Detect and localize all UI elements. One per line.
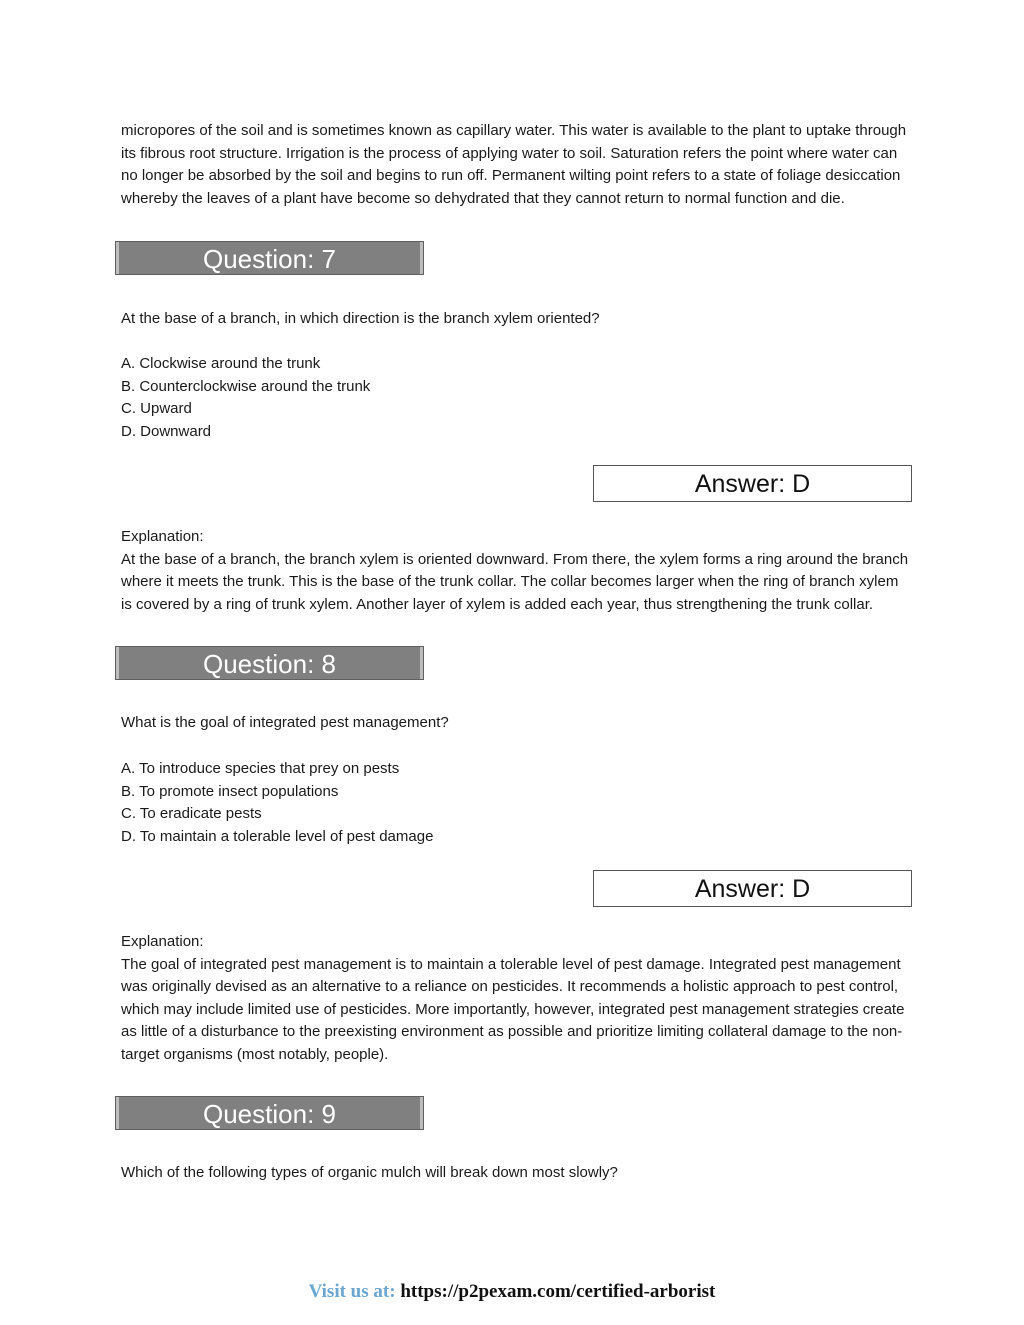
question-7-explanation-text: At the base of a branch, the branch xylem is oriented downward. From there, the xylem forms a ring around the branch where it meets the trunk. This is the base of the trunk collar. The collar becomes larger when the ring of branch xylem is covered by a ring of trunk xylem. Another layer of xylem is added each year, thus strengthening the trunk collar. <box>121 550 909 613</box>
footer-label: Visit us at: <box>308 1281 401 1302</box>
question-7-option-d: D. Downward <box>121 422 212 440</box>
question-7-option-a: A. Clockwise around the trunk <box>121 355 321 372</box>
question-8-explanation <box>121 931 911 1066</box>
question-7-answer: Answer: D <box>593 465 912 502</box>
footer <box>0 1281 1024 1303</box>
question-8-option-d: D. To maintain a tolerable level of pest damage <box>121 827 434 845</box>
question-8-option-a: A. To introduce species that prey on pests <box>121 760 400 777</box>
intro-section <box>121 120 911 210</box>
question-8-body <box>121 712 911 735</box>
intro-paragraph: micropores of the soil and is sometimes known as capillary water. This water is available to the plant to uptake through its fibrous root structure. Irrigation is the process of applying water to soil. Saturation refers the point where water can no longer be absorbed by the soil and begins to run off. Permanent wilting point refers to a state of foliage desiccation whereby the leaves of a plant have become so dehydrated that they cannot return to normal function and die. <box>121 122 907 207</box>
question-8-header: Question: 8 <box>115 646 424 680</box>
question-7-header: Question: 7 <box>115 241 424 275</box>
question-8-options <box>121 758 911 848</box>
question-7-body <box>121 308 911 331</box>
question-9-body <box>121 1162 911 1185</box>
question-8-option-b: B. To promote insect populations <box>121 782 339 800</box>
question-7-explanation-label: Explanation: <box>121 528 204 545</box>
question-7-explanation <box>121 526 911 616</box>
question-7-text: At the base of a branch, in which direction is the branch xylem oriented? <box>121 310 600 327</box>
question-8-explanation-text: The goal of integrated pest management is to maintain a tolerable level of pest damage. Integrated pest management was originally devised as an alternative to a reliance on pesticides. It recommends a holistic approach to pest control, which may include limited use of pesticides. More importantly, however, integrated pest management strategies create as little of a disturbance to the preexisting environment as possible and prioritize limiting collateral damage to the non-target organisms (most notably, people). <box>121 955 905 1063</box>
question-7-option-b: B. Counterclockwise around the trunk <box>121 377 371 395</box>
question-8-option-c: C. To eradicate pests <box>121 805 262 822</box>
footer-link[interactable]: https://p2pexam.com/certified-arborist <box>400 1281 716 1302</box>
question-7-option-c: C. Upward <box>121 400 192 417</box>
question-8-answer: Answer: D <box>593 870 912 907</box>
question-9-header: Question: 9 <box>115 1096 424 1130</box>
question-8-text: What is the goal of integrated pest management? <box>121 714 449 731</box>
question-7-options <box>121 353 911 443</box>
question-8-explanation-label: Explanation: <box>121 933 204 950</box>
question-9-text: Which of the following types of organic mulch will break down most slowly? <box>121 1164 618 1181</box>
